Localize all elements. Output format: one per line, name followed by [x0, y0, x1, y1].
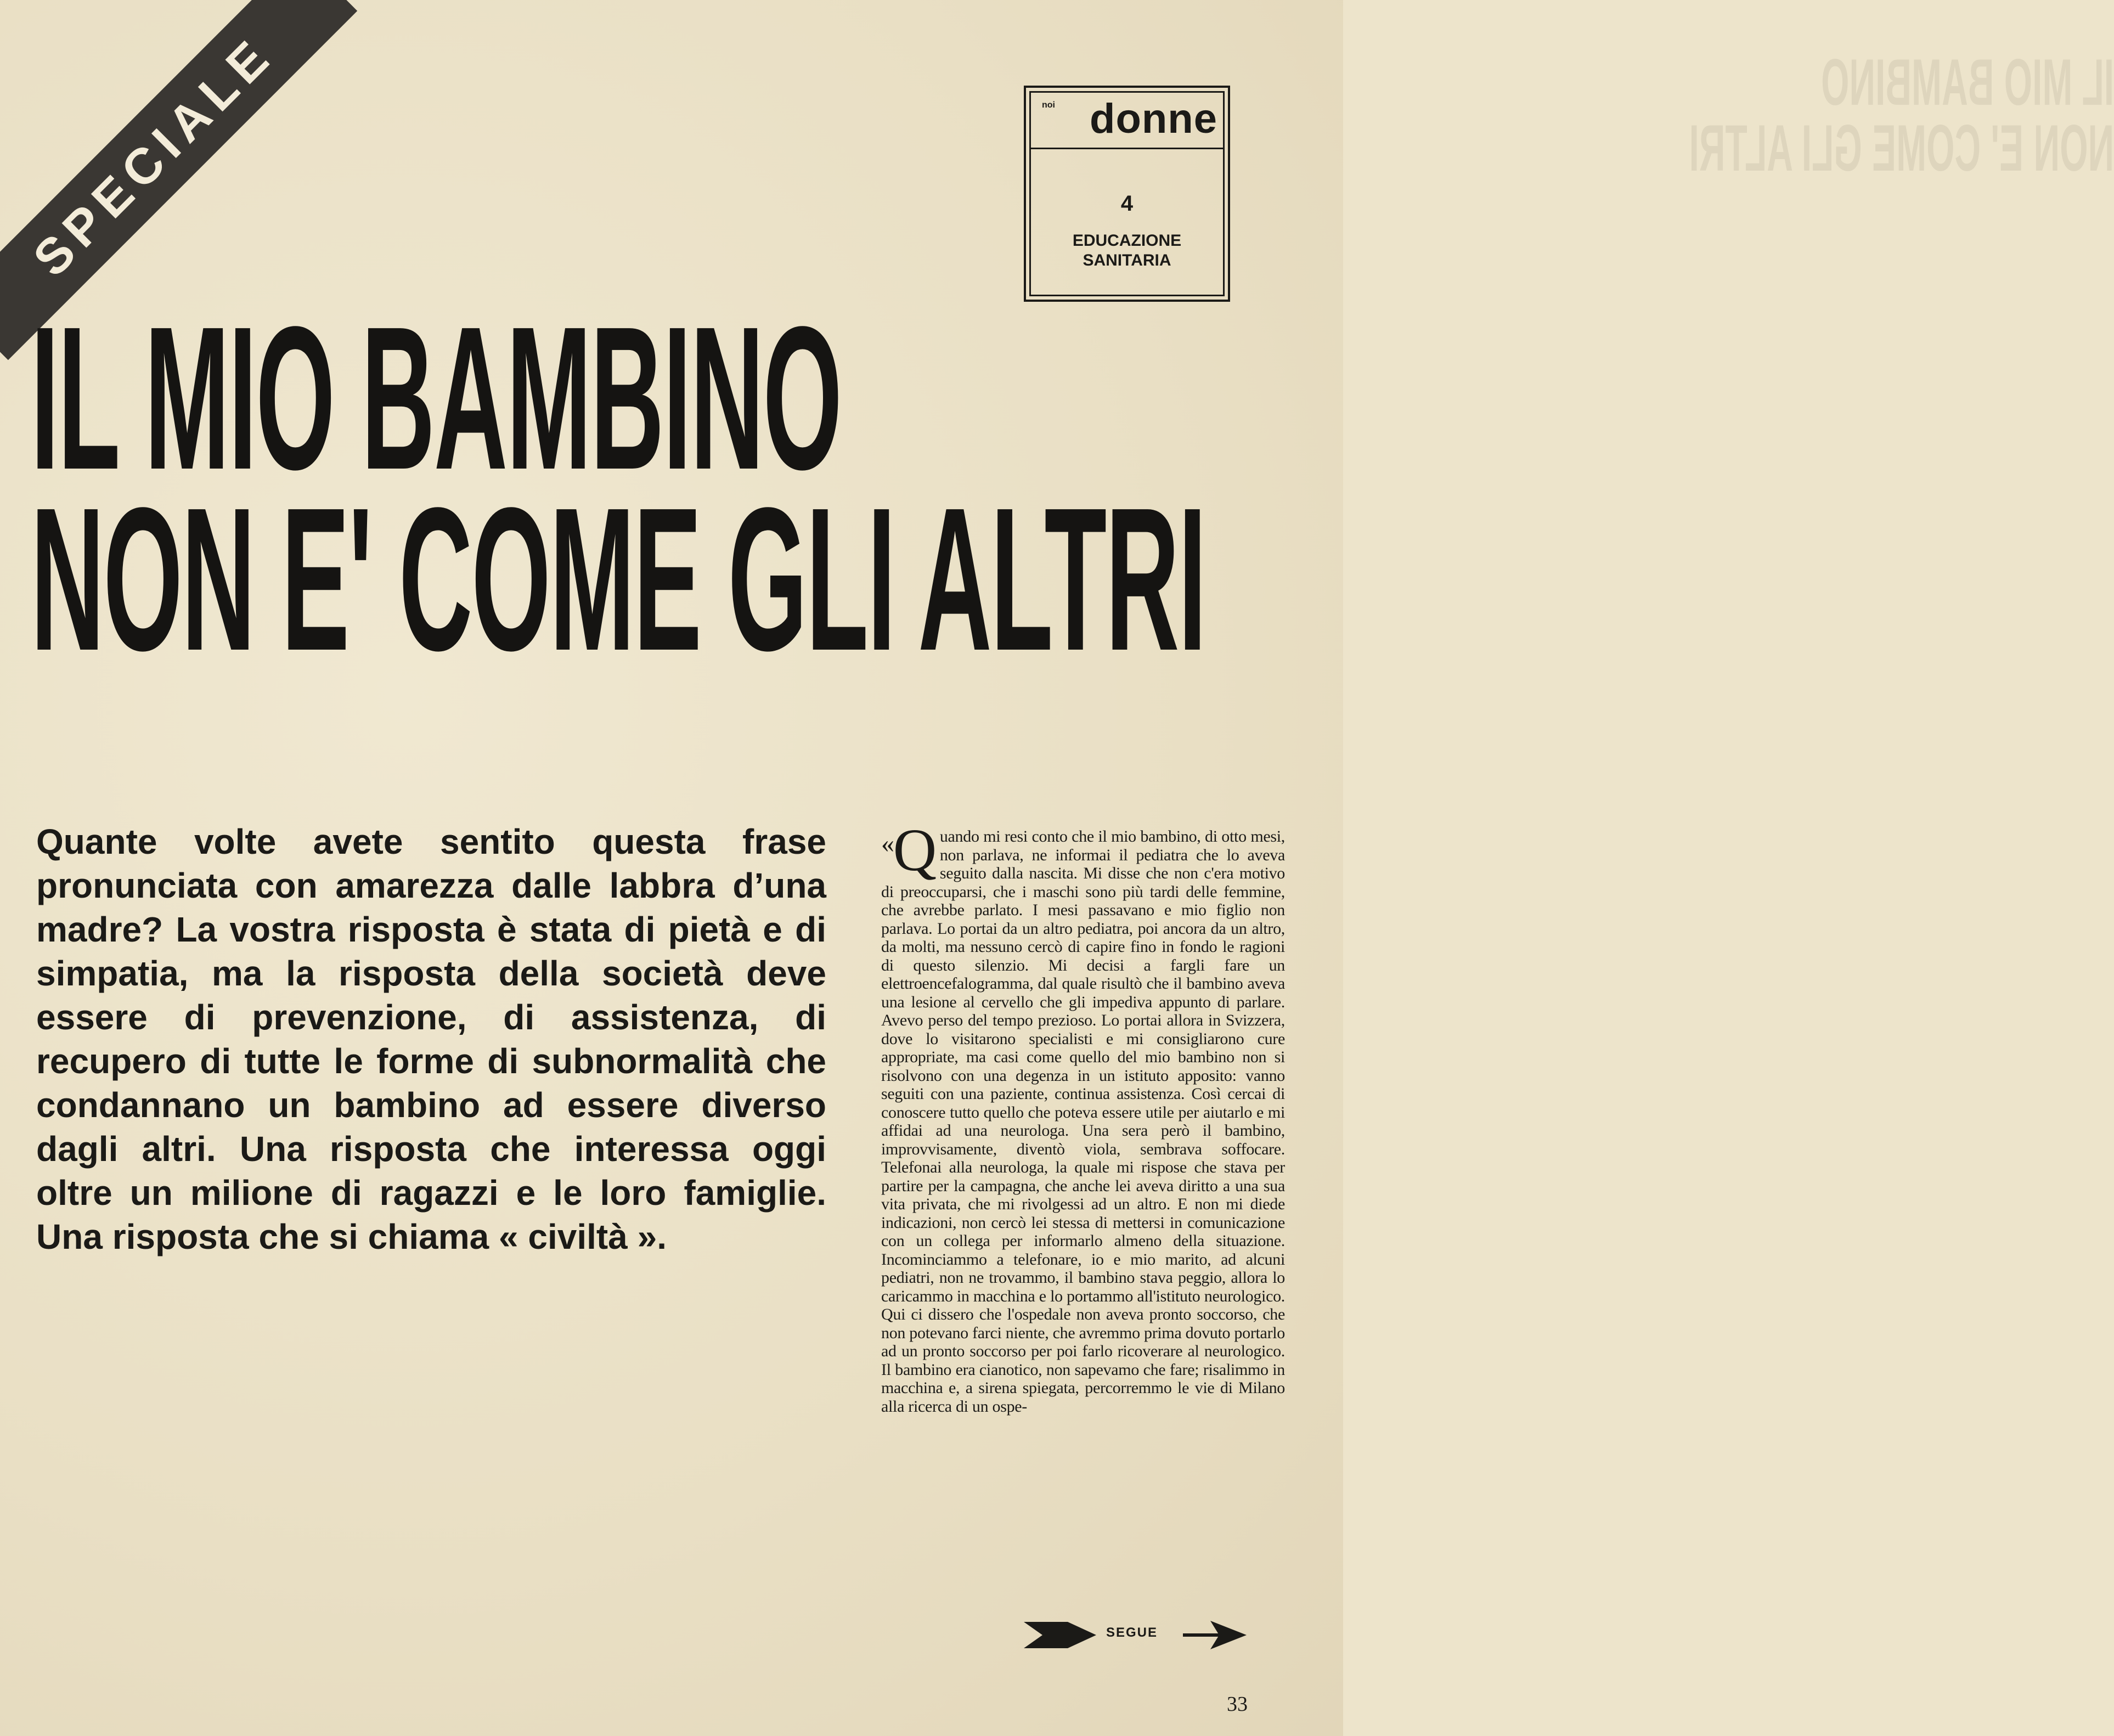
logo-frame	[1029, 91, 1225, 296]
opening-quote: «	[881, 829, 894, 858]
arrow-right-icon	[1183, 1619, 1249, 1652]
logo-small-text: noi	[1042, 100, 1055, 110]
page-number: 33	[1227, 1693, 1248, 1716]
logo-divider	[1031, 148, 1223, 149]
logo-category-line1: EDUCAZIONE	[1072, 232, 1182, 250]
article-column	[881, 816, 1285, 1416]
drop-cap: Q	[893, 816, 937, 883]
banner-label: SPECIALE	[22, 25, 284, 287]
noi-donne-logo	[1024, 86, 1230, 302]
title-line-2: NON E' COME GLI ALTRI	[31, 465, 1206, 693]
show-through-headline: IL MIO BAMBINO NON E' COME GLI ALTRI	[1689, 46, 2114, 185]
logo-category	[1031, 231, 1223, 270]
logo-name: donne	[1090, 95, 1217, 142]
arrow-left-icon	[1024, 1619, 1101, 1652]
page-title	[31, 284, 1206, 693]
continue-label: SEGUE	[1106, 1625, 1158, 1640]
logo-number: 4	[1120, 191, 1134, 216]
intro-paragraph: Quante volte avete sentito questa frase pronunciata con amarezza dalle labbra d’una madre? La vostra risposta è stata di pietà e di simpatia, ma la risposta della società deve essere di prevenzione, di assistenza, di recupero di tutte le forme di subnormalità che condannano un bambino ad essere diverso dagli altri. Una risposta che interessa oggi oltre un milione di ragazzi e le loro famiglie. Una risposta che si chiama « civiltà ».	[36, 822, 826, 1256]
title-line-1: IL MIO BAMBINO	[31, 284, 842, 512]
article-text: uando mi resi conto che il mio bambino, di otto mesi, non parlava, ne informai il pediatra che lo aveva seguito dalla nascita. Mi disse che non c'era motivo di preoccuparsi, che i maschi sono più tardi delle femmine, che avrebbe parlato. I mesi passavano e mio figlio non parlava. Lo portai da un altro pediatra, poi ancora da un altro, da molti, ma nessuno cercò di capire fino in fondo le ragioni di questo silenzio. Mi decisi a fargli fare un elettroencefalogramma, dal quale risultò che il bambino aveva una lesione al cervello che gli impediva appunto di parlare. Avevo perso del tempo prezioso. Lo portai allora in Svizzera, dove lo visitarono specialisti e mi consigliarono cure appropriate, ma casi come quello del mio bambino non si risolvono con una degenza in un istituto apposito: vanno seguiti con una paziente, continua assistenza. Così cercai di conoscere tutto quello che poteva essere utile per aiutarlo e mi affidai ad una neurologa. Una sera però il bambino, improvvisamente, diventò viola, sembrava soffocare. Telefonai alla neurologa, la quale mi rispose che stava per partire per la campagna, che anche lei aveva diritto a una sua vita privata, che mi rivolgessi ad un altro. E non mi diede indicazioni, non cercò lei stessa di mettersi in comunicazione con un collega per informarlo almeno della situazione. Incominciammo a telefonare, io e mio marito, ad alcuni pediatri, non ne trovammo, il bambino stava peggio, allora lo caricammo in macchina e lo portammo all'istituto neurologico. Qui ci dissero che l'ospedale non aveva pronto soccorso, che non potevano farci niente, che avremmo prima dovuto portarlo ad un pronto soccorso per poi farlo ricoverare al neurologico. Il bambino era cianotico, non sapevamo che fare; risalimmo in macchina e, a sirena spiegata, percorremmo le vie di Milano alla ricerca di un ospe-	[881, 827, 1285, 1416]
logo-category-line2: SANITARIA	[1083, 251, 1171, 269]
continue-indicator	[1024, 1613, 1249, 1657]
